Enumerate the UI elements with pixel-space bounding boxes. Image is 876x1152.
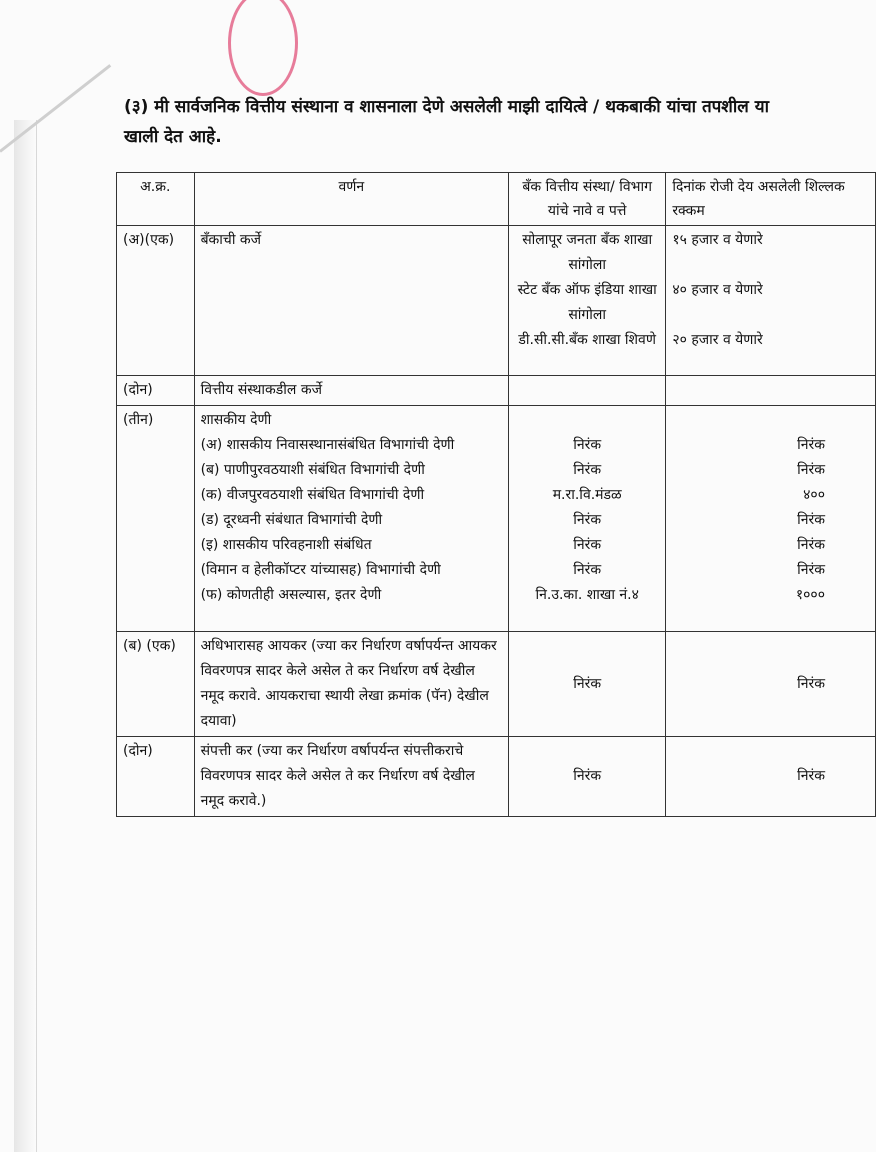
table-row (117, 406, 876, 632)
item-dept: निरंक (573, 462, 602, 478)
item-desc: (इ) शासकीय परिवहनाशी संबंधित (200, 537, 372, 553)
item-amount: निरंक (797, 537, 825, 553)
bank-names (509, 226, 666, 376)
row-dept: निरंक (509, 737, 666, 817)
row-number: (तीन) (117, 406, 195, 632)
row-number: (दोन) (117, 737, 195, 817)
item-desc: (अ) शासकीय निवासस्थानासंबंधित विभागांची देणी (200, 437, 455, 453)
row-description: बँकाची कर्जे (194, 226, 509, 376)
item-dept: नि.उ.का. शाखा नं.४ (535, 587, 639, 603)
item-amount: निरंक (797, 437, 825, 453)
liabilities-table (116, 172, 845, 817)
row-dept: निरंक (509, 632, 666, 737)
bank-name: स्टेट बँक ऑफ इंडिया शाखा सांगोला (517, 282, 657, 323)
item-dept: निरंक (573, 437, 602, 453)
item-desc: (विमान व हेलीकॉप्टर यांच्यासह) विभागांची देणी (200, 562, 441, 578)
bank-name: डी.सी.सी.बँक शाखा शिवणे (518, 332, 656, 348)
row-title: शासकीय देणी (200, 412, 272, 428)
row-description (194, 406, 509, 632)
item-dept: निरंक (573, 562, 602, 578)
table-row (117, 376, 876, 406)
item-desc: (क) वीजपुरवठयाशी संबंधित विभागांची देणी (200, 487, 425, 503)
header-serial: अ.क्र. (117, 173, 195, 226)
section-heading: (३) मी सार्वजनिक वित्तीय संस्थाना व शासनाला देणे असलेली माझी दायित्वे / थकबाकी यांचा तपशील या खाली देत आहे. (124, 97, 769, 147)
item-dept: निरंक (573, 512, 602, 528)
row-number: (दोन) (117, 376, 195, 406)
header-balance: दिनांक रोजी देय असलेली शिल्लक रक्कम (666, 173, 876, 226)
item-desc: (ड) दूरध्वनी संबंधात विभागांची देणी (200, 512, 383, 528)
row-amount: निरंक (666, 632, 876, 737)
row-description: वित्तीय संस्थाकडील कर्जे (194, 376, 509, 406)
paper-fold-line (0, 64, 111, 153)
seal-stamp (228, 0, 298, 96)
amount: २० हजार व येणारे (672, 332, 763, 348)
item-desc: (फ) कोणतीही असल्यास, इतर देणी (200, 587, 382, 603)
row-description: संपत्ती कर (ज्या कर निर्धारण वर्षापर्यन्त संपत्तीकराचे विवरणपत्र सादर केले असेल ते कर निर्धारण वर्ष देखील नमूद करावे.) (194, 737, 509, 817)
item-amount: निरंक (797, 462, 825, 478)
table-row (117, 737, 876, 817)
item-desc: (ब) पाणीपुरवठयाशी संबंधित विभागांची देणी (200, 462, 425, 478)
item-amount: १००० (795, 587, 825, 603)
amount: ४० हजार व येणारे (672, 282, 763, 298)
item-amounts (666, 406, 876, 632)
bank-name: सोलापूर जनता बँक शाखा सांगोला (522, 232, 653, 273)
amount: १५ हजार व येणारे (672, 232, 763, 248)
item-dept: म.रा.वि.मंडळ (552, 487, 622, 503)
row-amount: निरंक (666, 737, 876, 817)
row-number: (ब) (एक) (117, 632, 195, 737)
row-description: अधिभारासह आयकर (ज्या कर निर्धारण वर्षापर्यन्त आयकर विवरणपत्र सादर केले असेल ते कर निर्धारण वर्ष देखील नमूद करावे. आयकराचा स्थायी लेखा क्रमांक (पॅन) देखील दयावा) (194, 632, 509, 737)
row-number: (अ)(एक) (117, 226, 195, 376)
item-dept: निरंक (573, 537, 602, 553)
page-edge-shadow (14, 120, 37, 1152)
item-amount: निरंक (797, 512, 825, 528)
header-description: वर्णन (194, 173, 509, 226)
bank-amounts (666, 226, 876, 376)
table-row (117, 632, 876, 737)
table-row (117, 226, 876, 376)
item-departments (509, 406, 666, 632)
header-institution: बँक वित्तीय संस्था/ विभाग यांचे नावे व पत्ते (509, 173, 666, 226)
table-header-row (117, 173, 876, 226)
item-amount: निरंक (797, 562, 825, 578)
item-amount: ४०० (803, 487, 825, 503)
